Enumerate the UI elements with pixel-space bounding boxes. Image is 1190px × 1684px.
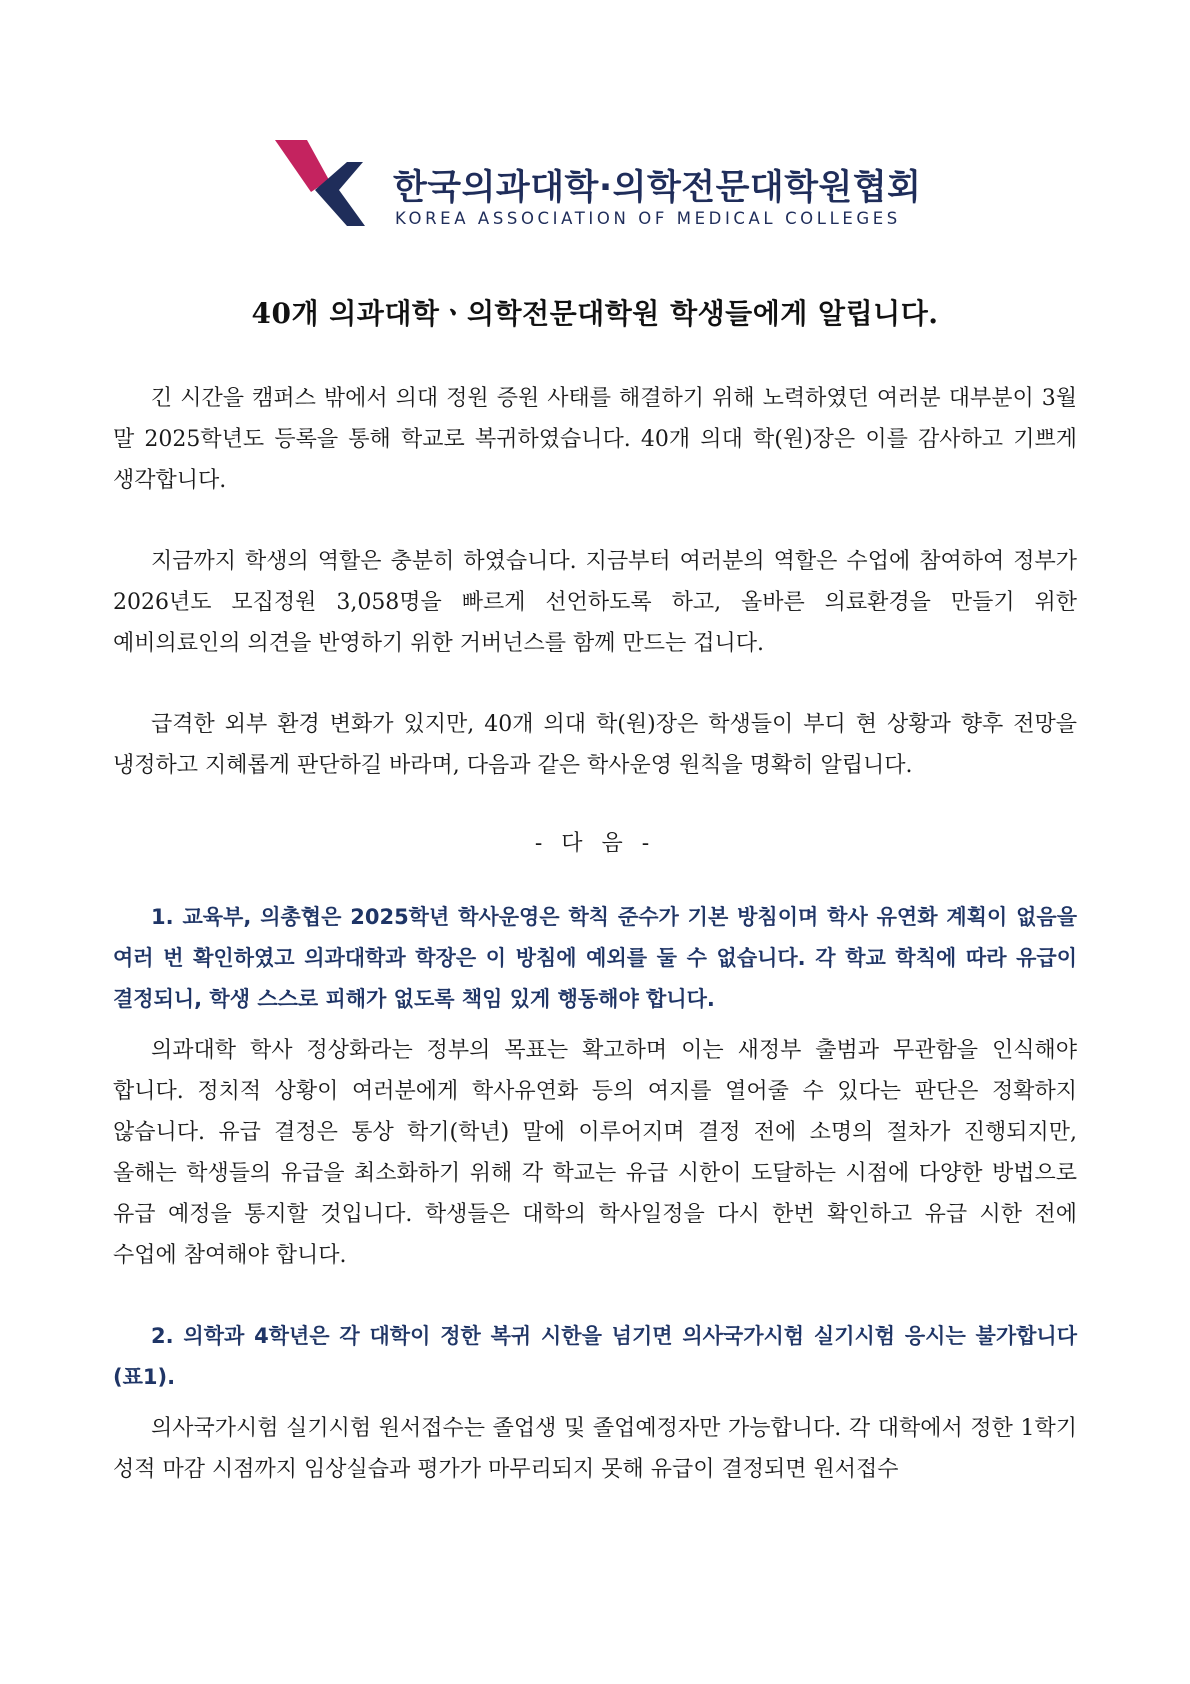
document-body xyxy=(113,378,1077,1530)
point-2-body: 의사국가시험 실기시험 원서접수는 졸업생 및 졸업예정자만 가능합니다. 각 대학에서 정한 1학기 성적 마감 시점까지 임상실습과 평가가 마무리되지 못해 유급이 결정되면 원서접수 xyxy=(113,1416,1077,1482)
intro-paragraph-3: 급격한 외부 환경 변화가 있지만, 40개 의대 학(원)장은 학생들이 부디 현 상황과 향후 전망을 냉정하고 지혜롭게 판단하길 바라며, 다음과 같은 학사운영 원칙을 명확히 알립니다. xyxy=(113,712,1077,778)
intro-paragraph-1: 긴 시간을 캠퍼스 밖에서 의대 정원 증원 사태를 해결하기 위해 노력하였던 여러분 대부분이 3월 말 2025학년도 등록을 통해 학교로 복귀하였습니다. 40개 의대 학(원)장은 이를 감사하고 기쁘게 생각합니다. xyxy=(113,386,1077,493)
point-1-body: 의과대학 학사 정상화라는 정부의 목표는 확고하며 이는 새정부 출범과 무관함을 인식해야 합니다. 정치적 상황이 여러분에게 학사유연화 등의 여지를 열어줄 수 있다는 판단은 정확하지 않습니다. 유급 결정은 통상 학기(학년) 말에 이루어지며 결정 전에 소명의 절차가 진행되지만, 올해는 학생들의 유급을 최소화하기 위해 각 학교는 유급 시한이 도달하는 시점에 다양한 방법으로 유급 예정을 통지할 것입니다. 학생들은 대학의 학사일정을 다시 한번 확인하고 유급 시한 전에 수업에 참여해야 합니다. xyxy=(113,1038,1077,1268)
section-divider: - 다 음 - xyxy=(534,831,656,856)
org-name-english: KOREA ASSOCIATION OF MEDICAL COLLEGES xyxy=(395,209,901,228)
org-name-korean: 한국의과대학·의학전문대학원협회 xyxy=(393,168,922,208)
org-logo-mark-icon xyxy=(275,140,395,240)
document-title: 40개 의과대학ㆍ의학전문대학원 학생들에게 알립니다. xyxy=(251,297,939,330)
intro-paragraph-2: 지금까지 학생의 역할은 충분히 하였습니다. 지금부터 여러분의 역할은 수업에 참여하여 정부가 2026년도 모집정원 3,058명을 빠르게 선언하도록 하고, 올바른 의료환경을 만들기 위한 예비의료인의 의견을 반영하기 위한 거버넌스를 함께 만드는 겁니다. xyxy=(113,549,1077,656)
org-logo xyxy=(275,140,925,240)
logo-magenta-shape xyxy=(275,140,329,192)
point-2-heading: 2. 의학과 4학년은 각 대학이 정한 복귀 시한을 넘기면 의사국가시험 실기시험 응시는 불가합니다(표1). xyxy=(113,1324,1077,1389)
point-1-heading: 1. 교육부, 의총협은 2025학년 학사운영은 학칙 준수가 기본 방침이며 학사 유연화 계획이 없음을 여러 번 확인하였고 의과대학과 학장은 이 방침에 예외를 둘 수 없습니다. 각 학교 학칙에 따라 유급이 결정되니, 학생 스스로 피해가 없도록 책임 있게 행동해야 합니다. xyxy=(113,905,1077,1011)
